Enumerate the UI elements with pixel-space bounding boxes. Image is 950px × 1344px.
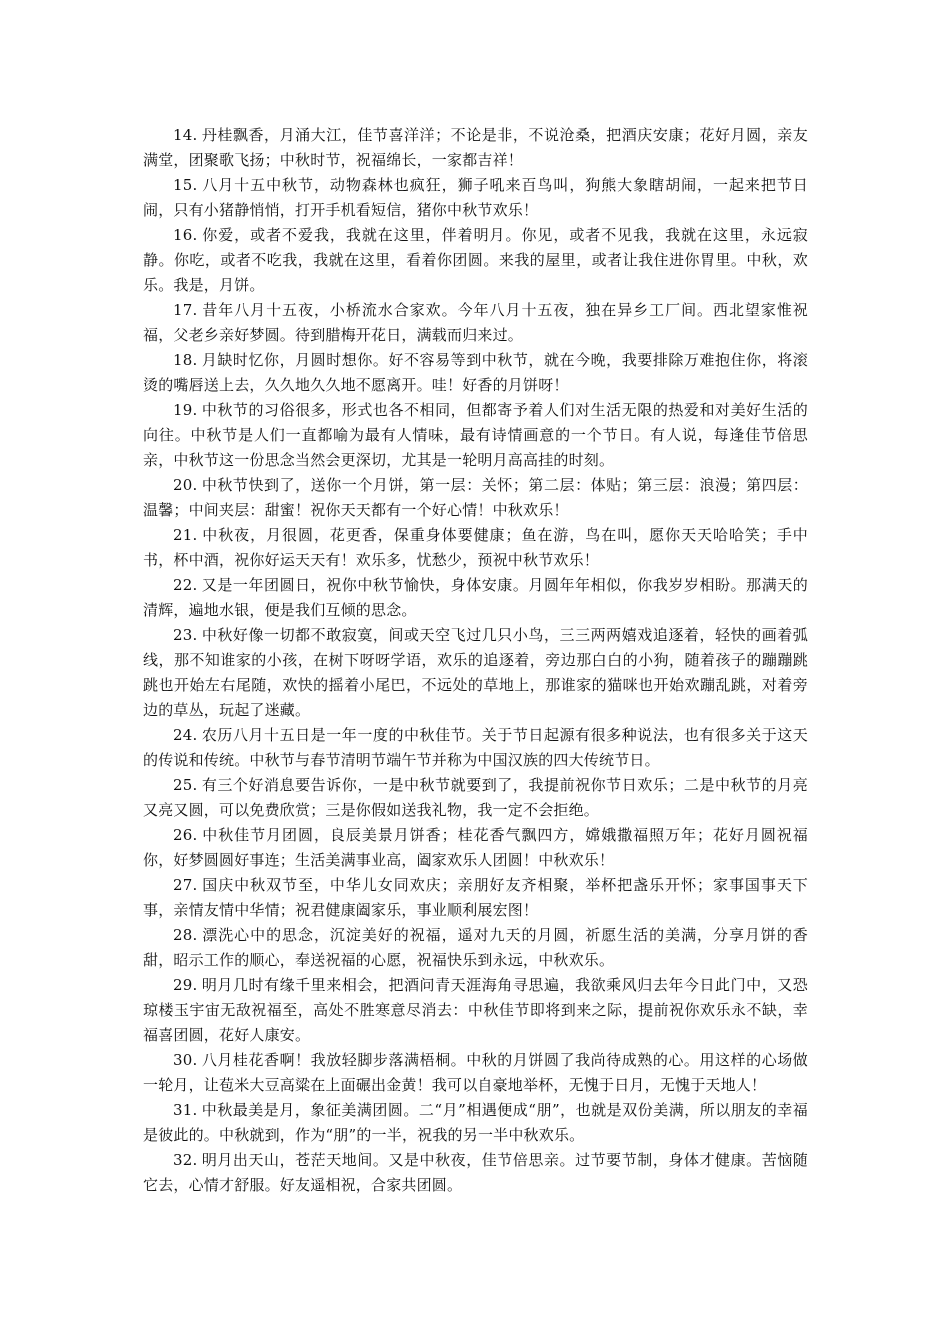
paragraph-text: 八月十五中秋节，动物森林也疯狂，狮子吼来百鸟叫，狗熊大象瞎胡闹，一起来把节日闹，只有小猪静悄悄，打开手机看短信，猪你中秋节欢乐！ [143,176,808,219]
item-number: 30. [173,1051,198,1069]
item-number: 29. [173,976,198,994]
item-number: 15. [173,176,198,194]
paragraph-text: 农历八月十五日是一年一度的中秋佳节。关于节日起源有很多种说法，也有很多关于这天的传说和传统。中秋节与春节清明节端午节并称为中国汉族的四大传统节日。 [143,726,808,769]
paragraph-17 [143,298,808,348]
item-number: 14. [173,126,198,144]
item-number: 31. [173,1101,198,1119]
paragraph-text: 丹桂飘香，月涌大江，佳节喜洋洋；不论是非，不说沧桑，把酒庆安康；花好月圆，亲友满堂，团聚歌飞扬；中秋时节，祝福绵长，一家都吉祥！ [143,126,808,169]
document-page [143,123,808,1198]
item-number: 22. [173,576,198,594]
paragraph-30 [143,1048,808,1098]
paragraph-text: 你爱，或者不爱我，我就在这里，伴着明月。你见，或者不见我，我就在这里，永远寂静。你吃，或者不吃我，我就在这里，看着你团圆。来我的屋里，或者让我住进你胃里。中秋，欢乐。我是，月饼。 [143,226,808,294]
paragraph-text: 中秋节的习俗很多，形式也各不相同，但都寄予着人们对生活无限的热爱和对美好生活的向往。中秋节是人们一直都喻为最有人情味，最有诗情画意的一个节日。有人说，每逢佳节倍思亲，中秋节这一份思念当然会更深切，尤其是一轮明月高高挂的时刻。 [143,401,808,469]
paragraph-16 [143,223,808,298]
paragraph-19 [143,398,808,473]
paragraph-text: 中秋节快到了，送你一个月饼，第一层：关怀；第二层：体贴；第三层：浪漫；第四层：温馨；中间夹层：甜蜜！祝你天天都有一个好心情！中秋欢乐！ [143,476,808,519]
paragraph-text: 中秋最美是月，象征美满团圆。二“月”相遇便成“朋”，也就是双份美满，所以朋友的幸福是彼此的。中秋就到，作为“朋”的一半，祝我的另一半中秋欢乐。 [143,1101,808,1144]
paragraph-32 [143,1148,808,1198]
item-number: 27. [173,876,198,894]
paragraph-21 [143,523,808,573]
paragraph-26 [143,823,808,873]
item-number: 20. [173,476,198,494]
paragraph-29 [143,973,808,1048]
paragraph-25 [143,773,808,823]
item-number: 18. [173,351,198,369]
item-number: 17. [173,301,198,319]
paragraph-31 [143,1098,808,1148]
paragraph-text: 漂洗心中的思念，沉淀美好的祝福，遥对九天的月圆，祈愿生活的美满，分享月饼的香甜，昭示工作的顺心，奉送祝福的心愿，祝福快乐到永远，中秋欢乐。 [143,926,808,969]
item-number: 32. [173,1151,198,1169]
paragraph-28 [143,923,808,973]
paragraph-20 [143,473,808,523]
item-number: 16. [173,226,198,244]
paragraph-text: 国庆中秋双节至，中华儿女同欢庆；亲朋好友齐相聚，举杯把盏乐开怀；家事国事天下事，亲情友情中华情；祝君健康阖家乐，事业顺利展宏图！ [143,876,808,919]
paragraph-14 [143,123,808,173]
paragraph-15 [143,173,808,223]
item-number: 21. [173,526,198,544]
paragraph-text: 又是一年团圆日，祝你中秋节愉快，身体安康。月圆年年相似，你我岁岁相盼。那满天的清辉，遍地水银，便是我们互倾的思念。 [143,576,808,619]
paragraph-text: 昔年八月十五夜，小桥流水合家欢。今年八月十五夜，独在异乡工厂间。西北望家惟祝福，父老乡亲好梦圆。待到腊梅开花日，满载而归来过。 [143,301,808,344]
paragraph-text: 中秋好像一切都不敢寂寞，间或天空飞过几只小鸟，三三两两嬉戏追逐着，轻快的画着弧线，那不知谁家的小孩，在树下呀呀学语，欢乐的追逐着，旁边那白白的小狗，随着孩子的蹦蹦跳跳也开始左右尾随，欢快的摇着小尾巴，不远处的草地上，那谁家的猫咪也开始欢蹦乱跳，对着旁边的草丛，玩起了迷藏。 [143,626,808,719]
paragraph-24 [143,723,808,773]
paragraph-text: 中秋夜，月很圆，花更香，保重身体要健康；鱼在游，鸟在叫，愿你天天哈哈笑；手中书，杯中酒，祝你好运天天有！欢乐多，忧愁少，预祝中秋节欢乐！ [143,526,808,569]
item-number: 26. [173,826,198,844]
paragraph-text: 月缺时忆你，月圆时想你。好不容易等到中秋节，就在今晚，我要排除万难抱住你，将滚烫的嘴唇送上去，久久地久久地不愿离开。哇！好香的月饼呀！ [143,351,808,394]
paragraph-23 [143,623,808,723]
paragraph-22 [143,573,808,623]
item-number: 28. [173,926,198,944]
paragraph-text: 有三个好消息要告诉你，一是中秋节就要到了，我提前祝你节日欢乐；二是中秋节的月亮又亮又圆，可以免费欣赏；三是你假如送我礼物，我一定不会拒绝。 [143,776,808,819]
item-number: 19. [173,401,198,419]
paragraph-text: 八月桂花香啊！我放轻脚步落满梧桐。中秋的月饼圆了我尚待成熟的心。用这样的心场做一轮月，让苞米大豆高粱在上面碾出金黄！我可以自豪地举杯，无愧于日月，无愧于天地人！ [143,1051,808,1094]
paragraph-27 [143,873,808,923]
paragraph-text: 明月几时有缘千里来相会，把酒问青天涯海角寻思遍，我欲乘风归去年今日此门中，又恐琼楼玉宇宙无敌祝福至，高处不胜寒意尽消去：中秋佳节即将到来之际，提前祝你欢乐永不缺，幸福喜团圆，花好人康安。 [143,976,808,1044]
item-number: 23. [173,626,198,644]
paragraph-text: 中秋佳节月团圆，良辰美景月饼香；桂花香气飘四方，嫦娥撒福照万年；花好月圆祝福你，好梦圆圆好事连；生活美满事业高，阖家欢乐人团圆！中秋欢乐！ [143,826,808,869]
item-number: 24. [173,726,198,744]
paragraph-18 [143,348,808,398]
item-number: 25. [173,776,198,794]
paragraph-text: 明月出天山，苍茫天地间。又是中秋夜，佳节倍思亲。过节要节制，身体才健康。苦恼随它去，心情才舒服。好友遥相祝，合家共团圆。 [143,1151,808,1194]
